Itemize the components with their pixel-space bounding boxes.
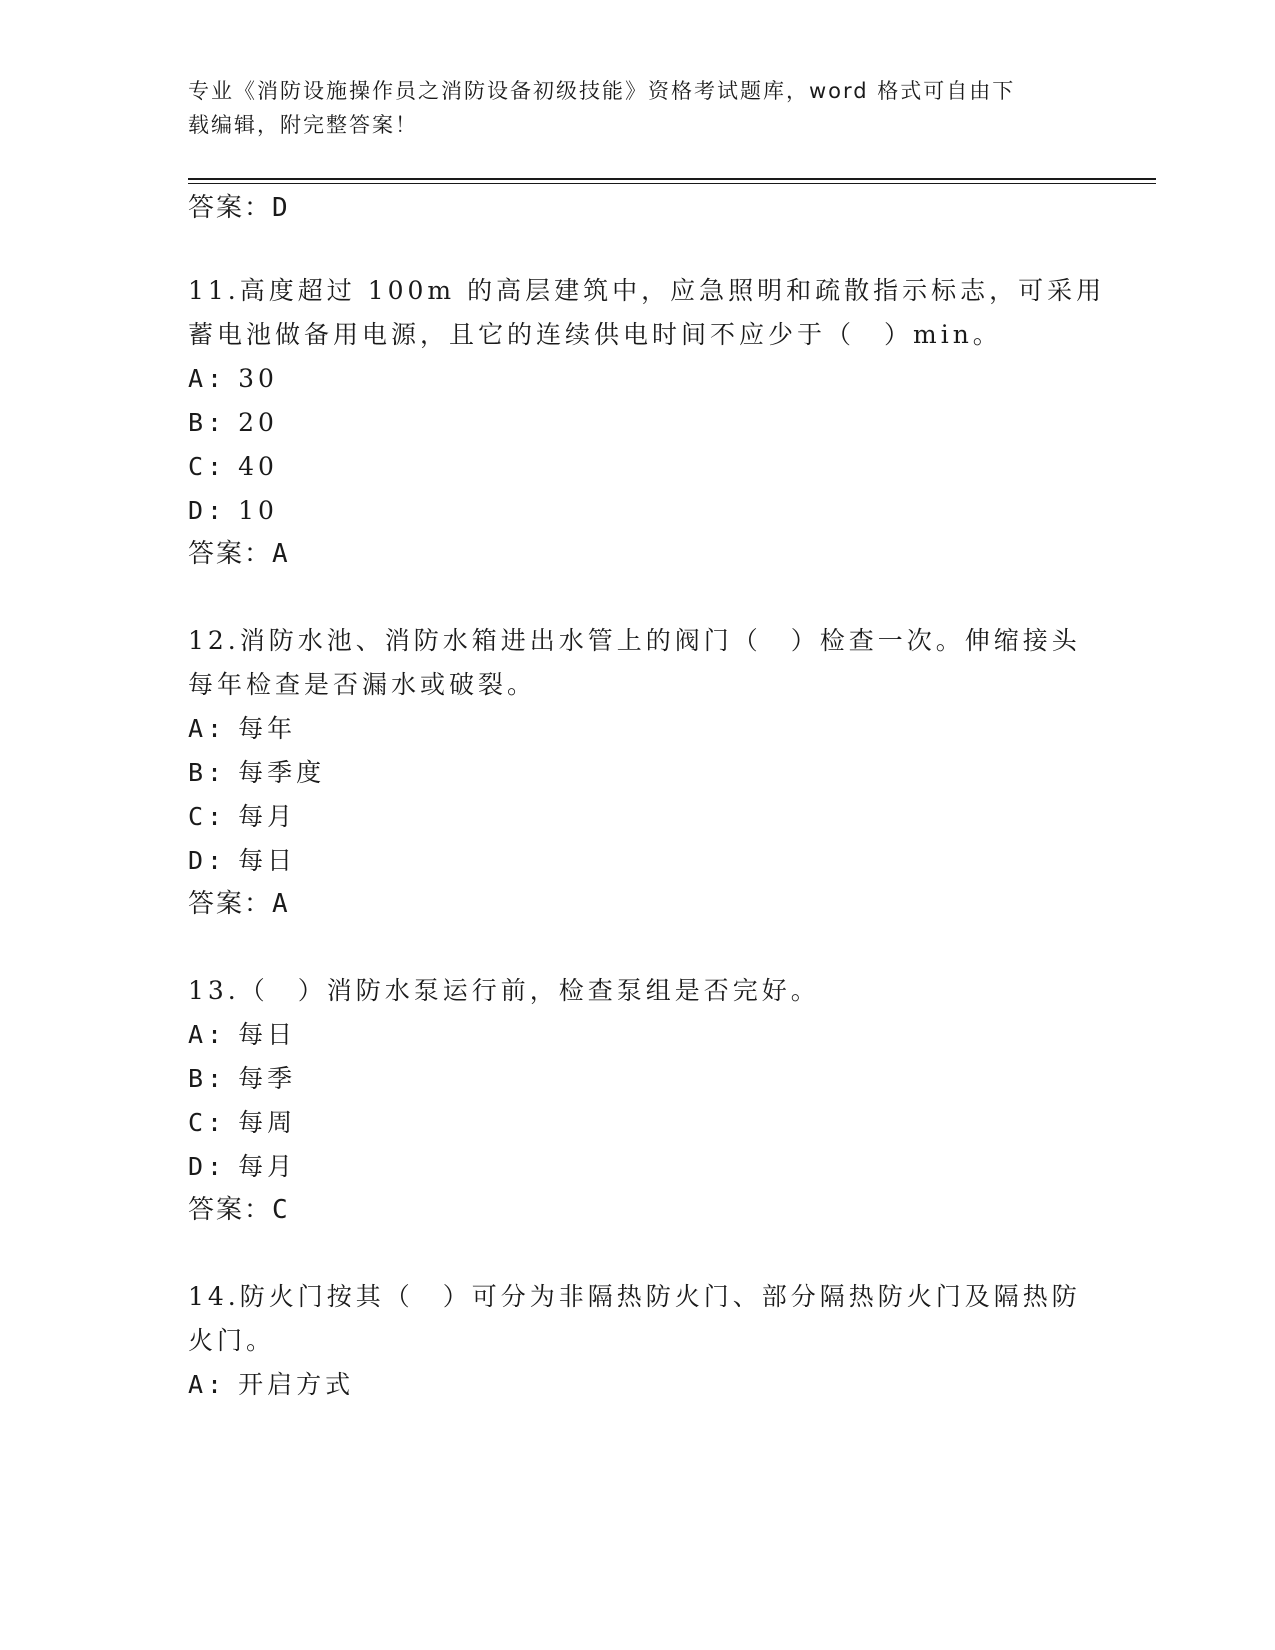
option-text: 30: [238, 364, 278, 393]
option-letter: D:: [188, 846, 227, 875]
question-stem-line: 12.消防水池、消防水箱进出水管上的阀门（ ）检查一次。伸缩接头: [188, 626, 1081, 655]
option-text: 每季度: [238, 758, 326, 787]
option-letter: A:: [188, 1020, 227, 1049]
option-letter: C:: [188, 452, 227, 481]
option-letter: A:: [188, 1370, 227, 1399]
answer-line: [188, 1195, 290, 1225]
header-divider-thick: [188, 178, 1156, 180]
option-item: [188, 846, 296, 876]
option-letter: C:: [188, 802, 227, 831]
answer-line: [188, 889, 290, 919]
document-header: [188, 74, 1068, 142]
option-text: 10: [238, 496, 278, 525]
option-item: [188, 408, 278, 438]
answer-label: 答案：: [188, 889, 273, 919]
question-stem-line: 14.防火门按其（ ）可分为非隔热防火门、部分隔热防火门及隔热防: [188, 1282, 1081, 1311]
option-item: [188, 1152, 296, 1182]
option-item: [188, 1370, 354, 1400]
option-text: 每年: [238, 714, 297, 743]
option-letter: A:: [188, 714, 227, 743]
question-stem-line: 蓄电池做备用电源，且它的连续供电时间不应少于（ ）min。: [188, 320, 1002, 349]
option-text: 每日: [238, 846, 297, 875]
header-divider-thin: [188, 183, 1156, 184]
option-item: [188, 714, 296, 744]
option-letter: A:: [188, 364, 227, 393]
answer-line: [188, 193, 290, 223]
answer-label: 答案：: [188, 193, 273, 223]
option-item: [188, 1064, 296, 1094]
question-stem-line: 每年检查是否漏水或破裂。: [188, 670, 537, 699]
option-letter: B:: [188, 408, 227, 437]
answer-label: 答案：: [188, 1195, 273, 1225]
header-line-2: 载编辑，附完整答案！: [188, 113, 418, 137]
option-text: 每季: [238, 1064, 297, 1093]
option-item: [188, 496, 278, 526]
option-text: 40: [238, 452, 278, 481]
option-letter: B:: [188, 1064, 227, 1093]
option-text: 20: [238, 408, 278, 437]
option-text: 每周: [238, 1108, 297, 1137]
option-letter: D:: [188, 1152, 227, 1181]
option-letter: D:: [188, 496, 227, 525]
answer-value: D: [272, 193, 290, 223]
question-stem-line: 13.（ ）消防水泵运行前，检查泵组是否完好。: [188, 976, 820, 1005]
option-item: [188, 1108, 296, 1138]
question-stem-line: 11.高度超过 100m 的高层建筑中，应急照明和疏散指示标志，可采用: [188, 276, 1106, 305]
answer-value: A: [272, 539, 290, 569]
option-item: [188, 802, 296, 832]
option-text: 每日: [238, 1020, 297, 1049]
option-item: [188, 1020, 296, 1050]
option-letter: B:: [188, 758, 227, 787]
question-stem-line: 火门。: [188, 1326, 276, 1355]
answer-value: A: [272, 889, 290, 919]
answer-value: C: [272, 1195, 290, 1225]
option-item: [188, 758, 325, 788]
answer-label: 答案：: [188, 539, 273, 569]
header-line-1: 专业《消防设施操作员之消防设备初级技能》资格考试题库，word 格式可自由下: [188, 79, 1016, 103]
option-item: [188, 364, 278, 394]
option-text: 开启方式: [238, 1370, 355, 1399]
option-item: [188, 452, 278, 482]
option-letter: C:: [188, 1108, 227, 1137]
option-text: 每月: [238, 802, 297, 831]
answer-line: [188, 539, 290, 569]
option-text: 每月: [238, 1152, 297, 1181]
